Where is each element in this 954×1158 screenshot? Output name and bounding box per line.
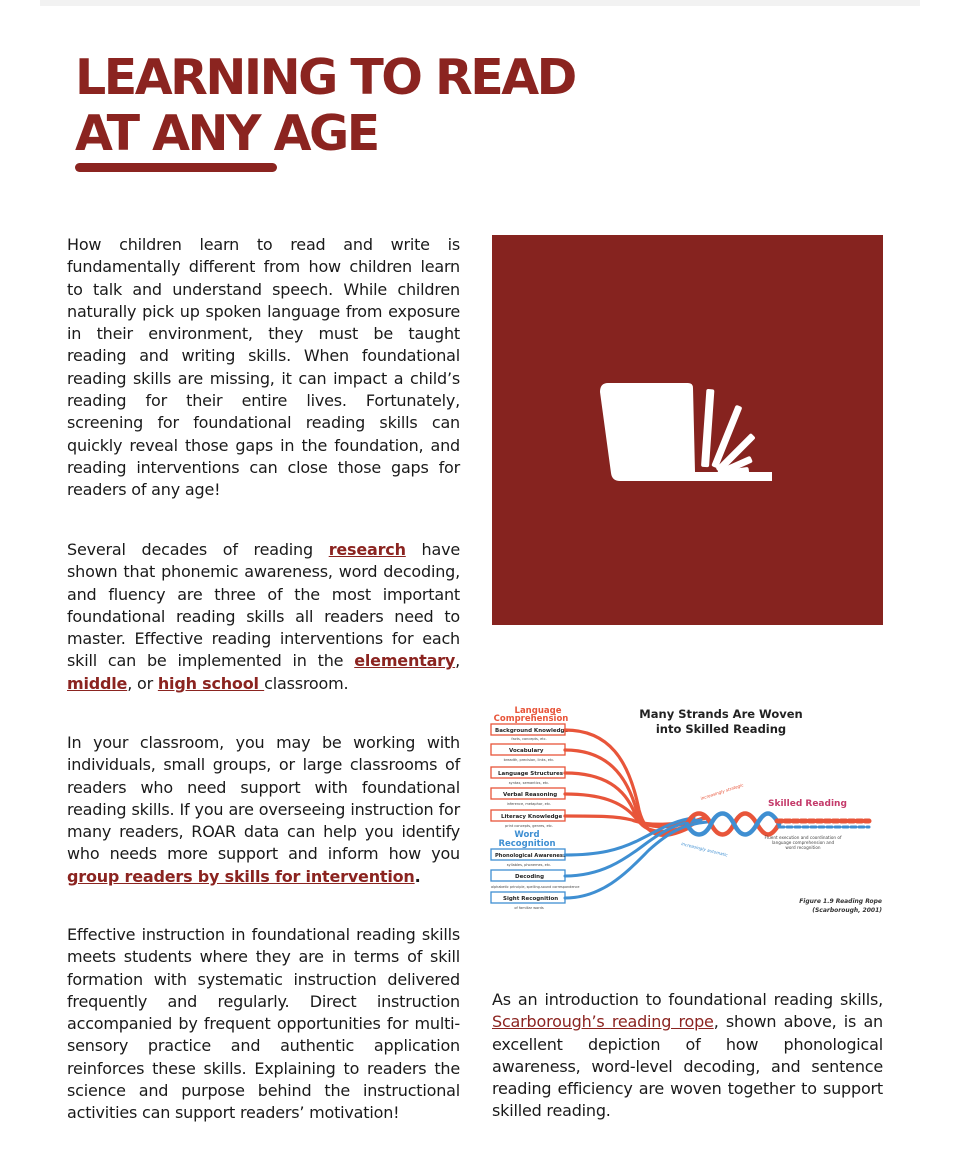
wr-item-2: Decoding: [515, 874, 545, 880]
automatic-label: increasingly automatic: [680, 841, 729, 858]
reading-rope-figure: [489, 700, 885, 920]
lc-item-1: Background Knowledge: [495, 728, 569, 734]
group-readers-link[interactable]: group readers by skills for intervention: [67, 866, 415, 886]
lc-title-2: Comprehension: [493, 714, 569, 724]
middle-link[interactable]: middle: [67, 673, 128, 693]
page-title-line-1: LEARNING TO READ: [75, 49, 575, 106]
elementary-link[interactable]: elementary: [354, 651, 456, 671]
lc-sub-5: print concepts, genres, etc.: [504, 824, 554, 828]
wr-title-2: Recognition: [498, 839, 556, 849]
p2-text-b: have shown that phonemic awareness, word decoding, and fluency are three of the most important foundational reading skills all readers need to master. Effective reading interventions for each skill can be implemented in the: [67, 540, 460, 671]
top-divider: [40, 0, 920, 6]
hero-image: [492, 235, 883, 625]
reading-book-icon: [492, 235, 883, 625]
lc-title-1: Language: [514, 706, 562, 716]
wr-sub-2: alphabetic principle, spelling-sound correspondence: [491, 885, 580, 889]
research-link[interactable]: research: [328, 540, 406, 559]
wr-boxes: [491, 849, 580, 910]
braided-rope: [687, 814, 869, 835]
lc-item-5: Literacy Knowledge: [501, 814, 563, 820]
page-title: [75, 50, 575, 162]
wr-item-1: Phonological Awareness: [495, 853, 567, 859]
skilled-reading-label: Skilled Reading: [768, 799, 847, 809]
lc-item-2: Vocabulary: [509, 748, 544, 754]
research-paragraph: [67, 539, 460, 695]
instruction-paragraph: Effective instruction in foundational reading skills meets students where they are in terms of skill formation with systematic instruction delivered frequently and regularly. Direct instruction accompanied by frequent opportunities for multi-sensory practice and authentic application reinforces these skills. Explaining to readers the science and purpose behind the instructional activities can support readers’ motivation!: [67, 925, 460, 1123]
fig-heading-1: Many Strands Are Woven: [639, 707, 803, 721]
strategic-label: increasingly strategic: [699, 782, 745, 801]
skilled-sub-1: Fluent execution and coordination of: [764, 835, 842, 840]
figure-caption-2: (Scarborough, 2001): [812, 907, 882, 914]
p2-text-c: ,: [455, 651, 460, 671]
lc-sub-3: syntax, semantics, etc.: [508, 781, 550, 785]
lc-sub-1: facts, concepts, etc.: [511, 737, 547, 741]
skilled-sub-2: language comprehension and: [771, 840, 835, 845]
intro-paragraph: How children learn to read and write is fundamentally different from how children learn to talk and understand speech. While children naturally pick up spoken language from exposure in their environment, they must be taught reading and writing skills. When foundational reading skills are missing, it can impact a child’s reading for their entire lives. Fortunately, screening for foundational reading skills can quickly reveal those gaps in the foundation, and reading interventions can close those gaps for readers of any age!: [67, 235, 460, 500]
p2-text-a: Several decades of reading: [67, 540, 329, 559]
p5-text-a: As an introduction to foundational reading skills,: [492, 990, 883, 1009]
lc-sub-2: breadth, precision, links, etc.: [503, 758, 555, 762]
classroom-paragraph: [67, 732, 460, 888]
p3-text-a: In your classroom, you may be working with individuals, small groups, or large classrooms of readers who need support with foundational reading skills. If you are overseeing instruction for many readers, ROAR data can help you identify who needs more support and inform how you: [67, 733, 460, 864]
fig-heading-2: into Skilled Reading: [655, 722, 787, 736]
figure-caption-1: Figure 1.9 Reading Rope: [799, 898, 882, 905]
wr-sub-1: syllables, phonemes, etc.: [506, 863, 552, 867]
p2-text-e: classroom.: [264, 673, 349, 693]
lc-item-4: Verbal Reasoning: [503, 792, 558, 798]
lc-sub-4: inference, metaphor, etc.: [506, 802, 552, 806]
wr-title-1: Word: [514, 830, 540, 840]
p5-text-b: , shown above, is an excellent depiction of how phonological awareness, word-level decoding, and sentence reading efficiency are woven together to support skilled reading.: [492, 1012, 883, 1121]
lc-boxes: [491, 724, 568, 828]
rope-intro-paragraph: [492, 989, 883, 1123]
lc-item-3: Language Structures: [498, 771, 564, 777]
wr-sub-3: of familiar words: [514, 906, 544, 910]
wr-item-3: Sight Recognition: [503, 896, 559, 902]
p2-text-d: , or: [127, 673, 158, 693]
page-title-line-2: AT ANY AGE: [75, 105, 378, 162]
p3-text-b: .: [414, 866, 421, 886]
skilled-sub-3: word recognition: [785, 845, 821, 850]
reading-rope-link[interactable]: Scarborough’s reading rope: [492, 1012, 714, 1032]
title-underline-bar: [75, 163, 277, 172]
high-school-link[interactable]: high school: [157, 673, 265, 693]
